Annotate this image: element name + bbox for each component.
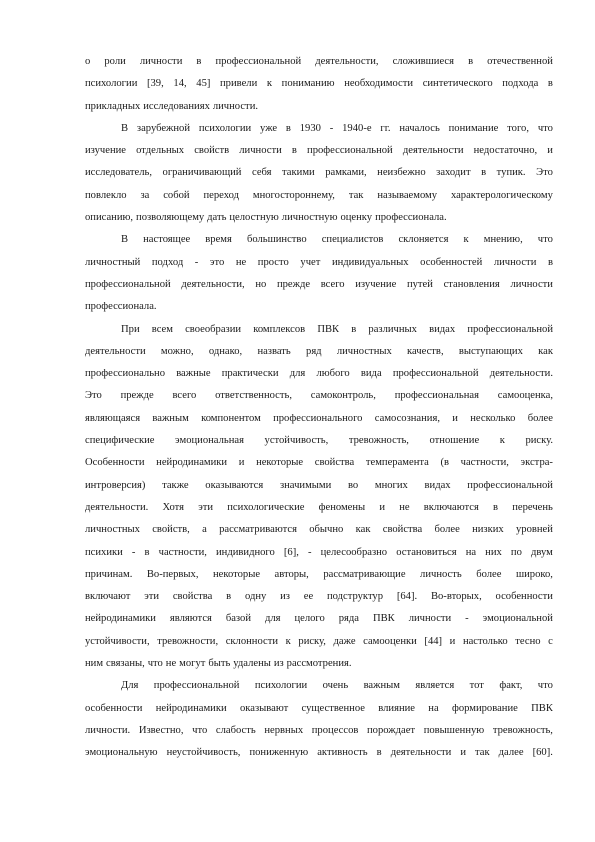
text-line: Особенности нейродинамики и некоторые свойства темперамента (в частности, экстра- xyxy=(85,457,553,469)
text-line: являющаяся важным компонентом профессионального самосознания, и несколько более xyxy=(85,412,553,424)
text-line: В настоящее время большинство специалистов склоняется к мнению, что xyxy=(121,234,553,246)
text-line: личности. Известно, что слабость нервных процессов порождает повышенную тревожность, xyxy=(85,724,553,736)
text-line: специфические эмоциональная устойчивость, тревожность, отношение к риску. xyxy=(85,435,553,447)
text-line: интроверсия) также оказываются значимыми во многих видах профессиональной xyxy=(85,479,553,491)
text-line: исследователь, ограничивающий себя такими рамками, неизбежно заходит в тупик. Это xyxy=(85,167,553,179)
text-line: личностных свойств, а рассматриваются обычно как свойства более низких уровней xyxy=(85,524,553,536)
text-line: психики - в частности, индивидного [6], - целесообразно остановиться на них по двум xyxy=(85,546,553,558)
text-line: о роли личности в профессиональной деятельности, сложившиеся в отечественной xyxy=(85,56,553,67)
text-line: эмоциональную неустойчивость, пониженную активность в деятельности и так далее [60]. xyxy=(85,747,553,759)
paragraph xyxy=(85,229,553,318)
text-line: В зарубежной психологии уже в 1930 - 1940-е гг. началось понимание того, что xyxy=(121,122,553,134)
text-line: повлекло за собой переход многостороннему, так называемому характерологическому xyxy=(85,189,553,201)
paragraph xyxy=(85,51,553,118)
text-line: описанию, позволяющему дать целостную личностную оценку профессионала. xyxy=(85,212,447,224)
paragraph xyxy=(85,118,553,229)
text-line: профессионала. xyxy=(85,301,157,313)
text-line: изучение отдельных свойств личности в профессиональной деятельности недостаточно, и xyxy=(85,145,553,157)
text-line: личностный подход - это не просто учет индивидуальных особенностей личности в xyxy=(85,256,553,268)
text-line: профессиональной деятельности, но прежде всего изучение путей становления личности xyxy=(85,278,553,290)
text-line: Это прежде всего ответственность, самоконтроль, профессиональная самооценка, xyxy=(85,390,553,402)
text-line: деятельности. Хотя эти психологические феномены и не включаются в перечень xyxy=(85,501,553,513)
text-line: психологии [39, 14, 45] привели к пониманию необходимости синтетического подхода в xyxy=(85,78,553,90)
text-line: деятельности можно, однако, назвать ряд личностных качеств, выступающих как xyxy=(85,345,553,357)
text-line: устойчивости, тревожности, склонности к риску, даже самооценки [44] и настолько тесно с xyxy=(85,635,553,647)
paragraph xyxy=(85,319,553,676)
text-line: ним связаны, что не могут быть удалены из рассмотрения. xyxy=(85,658,352,670)
text-line: Для профессиональной психологии очень важным является тот факт, что xyxy=(121,680,553,692)
text-line: нейродинамики являются базой для целого ряда ПВК личности - эмоциональной xyxy=(85,613,553,625)
text-line: причинам. Во-первых, некоторые авторы, рассматривающие личность более широко, xyxy=(85,568,553,580)
text-line: включают эти свойства в одну из ее подструктур [64]. Во-вторых, особенности xyxy=(85,591,553,603)
text-line: При всем своеобразии комплексов ПВК в различных видах профессиональной xyxy=(121,323,553,335)
text-line: особенности нейродинамики оказывают существенное влияние на формирование ПВК xyxy=(85,702,553,714)
paragraph xyxy=(85,675,553,764)
text-line: профессионально важные практически для любого вида профессиональной деятельности. xyxy=(85,368,553,380)
text-line: прикладных исследованиях личности. xyxy=(85,100,259,112)
document-body xyxy=(85,51,553,765)
